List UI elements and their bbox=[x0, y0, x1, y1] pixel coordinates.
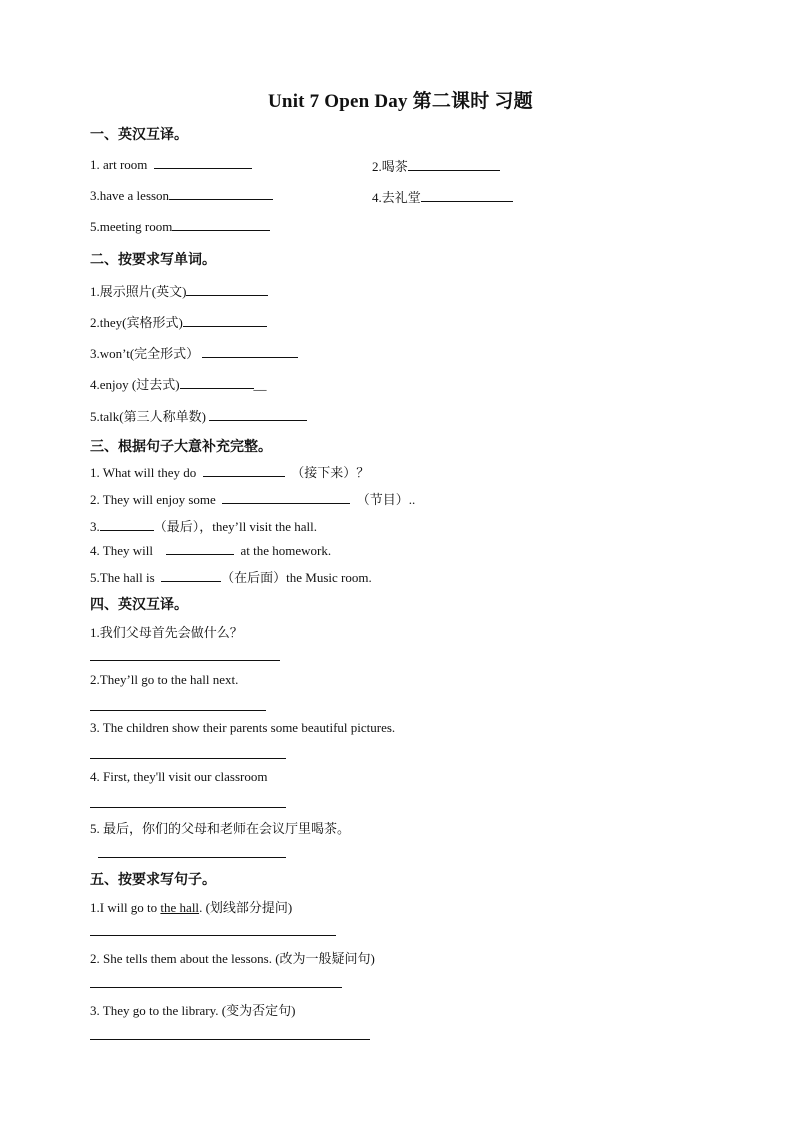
answer-blank[interactable] bbox=[209, 408, 307, 421]
answer-blank[interactable] bbox=[169, 187, 273, 200]
s2-question-1: 1.展示照片(英文) bbox=[90, 281, 268, 300]
s1-question-2: 2.喝茶 bbox=[372, 156, 500, 175]
answer-blank[interactable] bbox=[100, 518, 154, 531]
section-5-heading: 五、按要求写句子。 bbox=[90, 873, 216, 888]
s2-question-5: 5.talk(第三人称单数) bbox=[90, 406, 307, 425]
answer-blank[interactable] bbox=[166, 542, 234, 555]
s4-question-2: 2.They’ll go to the hall next. bbox=[90, 672, 239, 687]
answer-blank[interactable] bbox=[408, 158, 500, 171]
answer-line[interactable] bbox=[90, 758, 286, 759]
s3-question-1: 1. What will they do （接下来）？ bbox=[90, 465, 370, 480]
s4-question-5: 5. 最后，你们的父母和老师在会议厅里喝茶。 bbox=[90, 821, 351, 836]
section-1-heading: 一、英汉互译。 bbox=[90, 128, 188, 143]
s3-question-4: 4. They will at the homework. bbox=[90, 543, 332, 558]
answer-blank[interactable] bbox=[222, 491, 350, 504]
answer-blank[interactable] bbox=[183, 314, 267, 327]
answer-blank[interactable] bbox=[161, 569, 221, 582]
s1-question-3: 3.have a lesson bbox=[90, 187, 273, 204]
answer-blank[interactable] bbox=[172, 218, 270, 231]
s4-question-4: 4. First, they'll visit our classroom bbox=[90, 769, 268, 784]
section-2-heading: 二、按要求写单词。 bbox=[90, 253, 216, 268]
s5-question-2: 2. She tells them about the lessons. (改为一般疑问句) bbox=[90, 951, 375, 966]
answer-blank[interactable] bbox=[203, 464, 285, 477]
answer-line[interactable] bbox=[90, 710, 266, 711]
section-3-heading: 三、根据句子大意补充完整。 bbox=[90, 440, 272, 455]
s4-question-3: 3. The children show their parents some beautiful pictures. bbox=[90, 720, 396, 735]
s4-question-1: 1.我们父母首先会做什么？ bbox=[90, 625, 243, 640]
answer-line[interactable] bbox=[90, 660, 280, 661]
page-title: Unit 7 Open Day 第二课时 习题 bbox=[268, 91, 533, 112]
answer-blank[interactable] bbox=[186, 283, 268, 296]
answer-line[interactable] bbox=[90, 1039, 370, 1040]
answer-line[interactable] bbox=[90, 935, 336, 936]
answer-blank[interactable] bbox=[421, 189, 513, 202]
s2-question-4: 4.enjoy (过去式) __ bbox=[90, 377, 267, 392]
answer-blank[interactable] bbox=[154, 156, 252, 169]
section-4-heading: 四、英汉互译。 bbox=[90, 598, 188, 613]
s1-question-4: 4.去礼堂 bbox=[372, 187, 513, 206]
s2-question-2: 2.they(宾格形式) bbox=[90, 312, 267, 331]
s3-question-2: 2. They will enjoy some （节目）.. bbox=[90, 492, 416, 507]
s1-question-5: 5.meeting room bbox=[90, 218, 270, 235]
s5-question-1: 1.I will go to the hall. (划线部分提问) bbox=[90, 900, 293, 915]
s5-question-3: 3. They go to the library. (变为否定句) bbox=[90, 1003, 296, 1018]
answer-line[interactable] bbox=[90, 807, 286, 808]
s2-question-3: 3.won’t(完全形式） bbox=[90, 343, 298, 362]
s3-question-5: 5.The hall is （在后面）the Music room. bbox=[90, 570, 372, 585]
answer-blank[interactable] bbox=[180, 376, 254, 389]
s1-question-1: 1. art room bbox=[90, 156, 252, 173]
answer-blank[interactable] bbox=[202, 345, 298, 358]
answer-line[interactable] bbox=[90, 987, 342, 988]
answer-line[interactable] bbox=[98, 857, 286, 858]
s3-question-3: 3. （最后），they’ll visit the hall. bbox=[90, 519, 317, 534]
